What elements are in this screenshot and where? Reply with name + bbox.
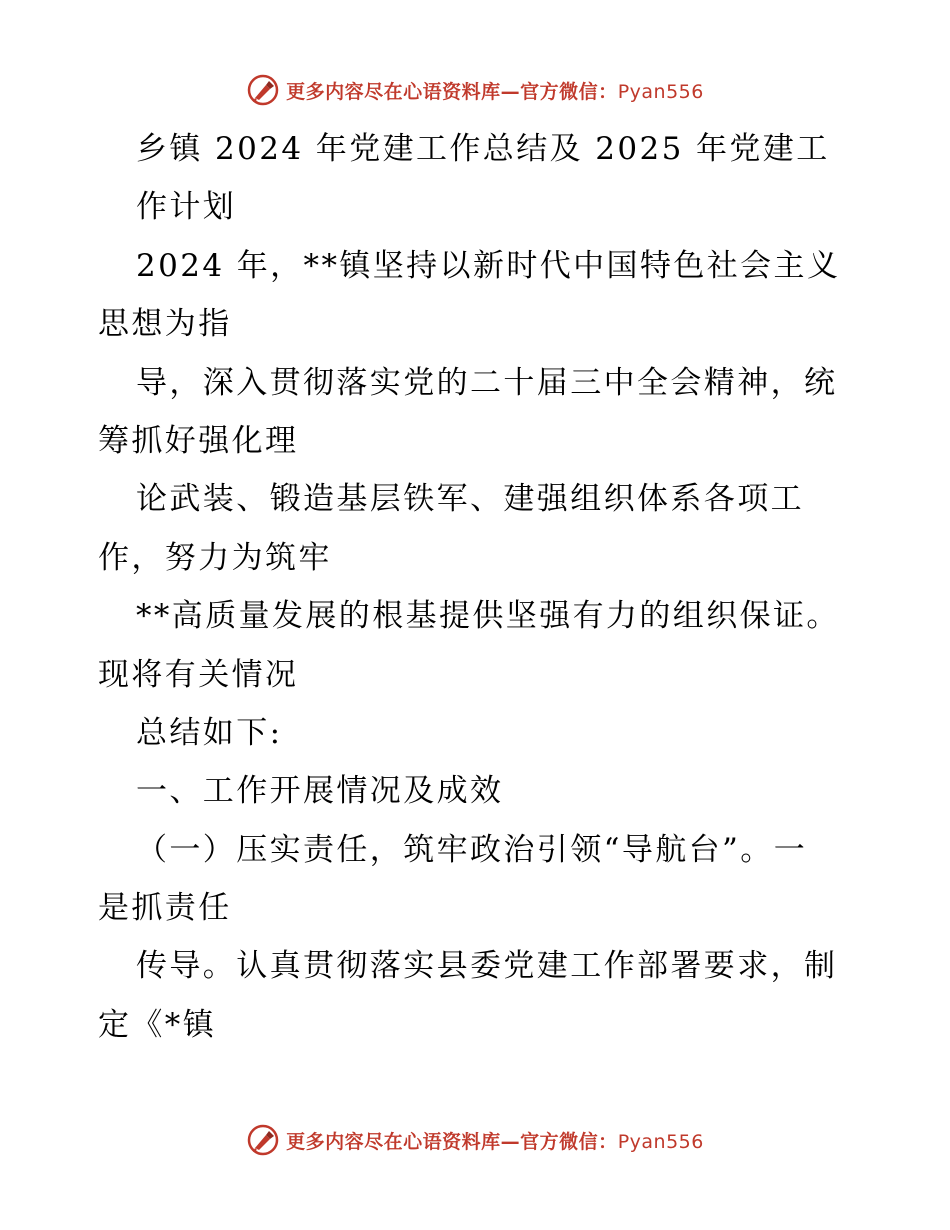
- watermark-banner-inner: [246, 73, 704, 107]
- doc-subsection-heading: （一）压实责任，筑牢政治引领“导航台”。一: [136, 831, 808, 868]
- watermark-contact-label: 官方微信：: [520, 80, 618, 103]
- doc-paragraph-line: **高质量发展的根基提供坚强有力的组织保证。: [136, 598, 840, 635]
- pen-circle-logo-icon: [246, 73, 280, 107]
- pen-circle-logo-icon: [246, 1123, 280, 1157]
- doc-title-line-1: 乡镇 2024 年党建工作总结及 2025 年党建工: [136, 131, 830, 167]
- watermark-brand: 更多内容尽在心语资料库: [286, 80, 501, 103]
- doc-paragraph-line: 作，努力为筑牢: [98, 539, 332, 576]
- doc-paragraph-line: 是抓责任: [98, 890, 232, 927]
- watermark-brand: 更多内容尽在心语资料库: [286, 1130, 501, 1153]
- doc-paragraph-line: 定《*镇: [98, 1006, 217, 1043]
- watermark-separator: —: [500, 80, 521, 103]
- doc-paragraph-line: 传导。认真贯彻落实县委党建工作部署要求，制: [136, 948, 838, 985]
- doc-paragraph-line: 导，深入贯彻落实党的二十届三中全会精神，统: [136, 364, 838, 401]
- watermark-banner-inner: [246, 1123, 704, 1157]
- watermark-text: [286, 77, 704, 104]
- doc-paragraph-line: 总结如下:: [136, 714, 283, 751]
- watermark-wechat-id: Pyan556: [617, 1130, 704, 1153]
- doc-paragraph-line: 现将有关情况: [98, 656, 299, 693]
- doc-paragraph-line: 思想为指: [98, 306, 232, 343]
- watermark-text: [286, 1127, 704, 1154]
- watermark-separator: —: [500, 1130, 521, 1153]
- watermark-wechat-id: Pyan556: [617, 80, 704, 103]
- doc-paragraph-line: 论武装、锻造基层铁军、建强组织体系各项工: [136, 481, 804, 518]
- doc-section-heading: 一、工作开展情况及成效: [136, 773, 504, 810]
- doc-paragraph-line: 2024 年，**镇坚持以新时代中国特色社会主义: [136, 247, 841, 284]
- doc-title-line-2: 作计划: [136, 189, 237, 226]
- watermark-contact-label: 官方微信：: [520, 1130, 618, 1153]
- watermark-banner-top: [0, 70, 950, 110]
- doc-paragraph-line: 筹抓好强化理: [98, 422, 299, 459]
- document-body: [98, 120, 858, 1054]
- watermark-banner-bottom: [0, 1120, 950, 1160]
